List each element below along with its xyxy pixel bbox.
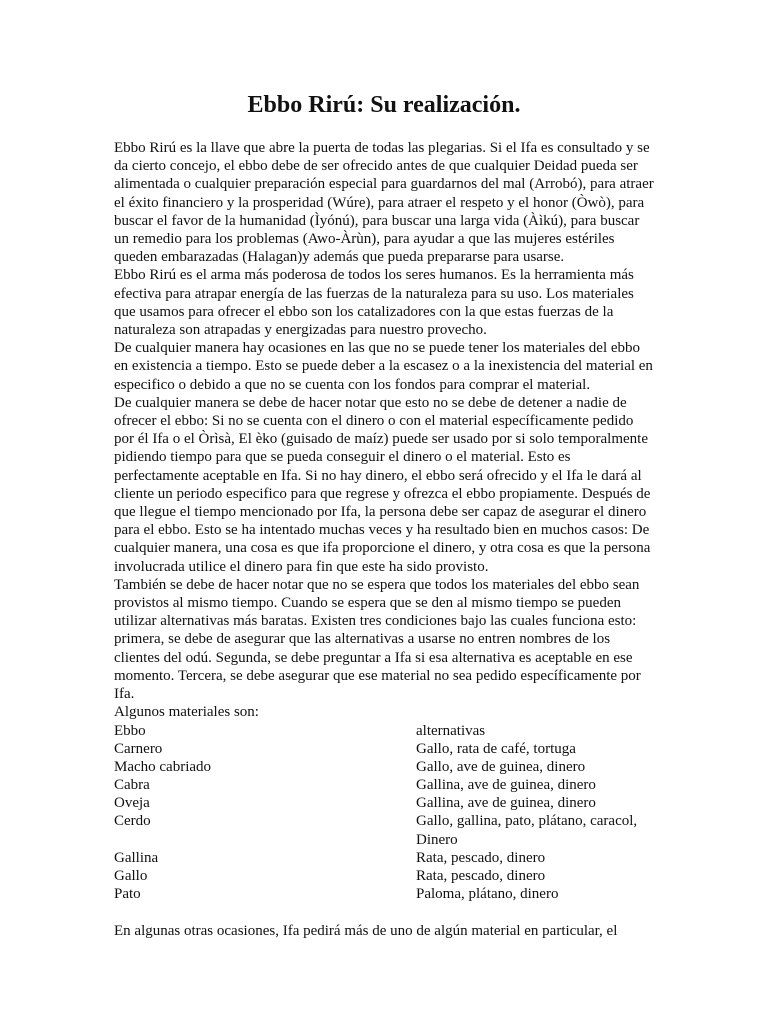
- material-name: Pato: [114, 886, 141, 903]
- material-name: Cerdo: [114, 813, 151, 830]
- materials-header-row: [114, 722, 654, 740]
- materials-intro: Algunos materiales son:: [114, 704, 259, 721]
- material-row: [114, 740, 654, 758]
- material-row: [114, 794, 654, 812]
- paragraph-3: De cualquier manera hay ocasiones en las que no se puede tener los materiales del ebbo en existencia a tiempo. Esto se puede deber a la escasez o a la inexistencia del material en especifico o debido a que no se cuenta con los fondos para comprar el material.: [114, 340, 653, 393]
- page-title: Ebbo Rirú: Su realización.: [247, 92, 521, 118]
- material-name: Gallo: [114, 868, 148, 885]
- material-row: [114, 758, 654, 776]
- material-row: [114, 885, 654, 903]
- material-alternatives: Rata, pescado, dinero: [416, 868, 546, 885]
- document-body: [114, 139, 654, 940]
- material-row: [114, 812, 654, 848]
- material-row: [114, 849, 654, 867]
- paragraph-2: Ebbo Rirú es el arma más poderosa de todos los seres humanos. Es la herramienta más efectiva para atrapar energía de las fuerzas de la naturaleza para su uso. Los materiales que usamos para ofrecer el ebbo son los catalizadores con la que estas fuerzas de la naturaleza son atrapadas y energizadas para nuestro provecho.: [114, 267, 634, 339]
- paragraph-5: También se debe de hacer notar que no se espera que todos los materiales del ebbo sean provistos al mismo tiempo. Cuando se espera que se den al mismo tiempo se pueden utilizar alternativas más baratas. Existen tres condiciones bajo las cuales funciona esto: primera, se debe de asegurar que las alternativas a usarse no entren nombres de los clientes del odú. Segunda, se debe preguntar a Ifa si esa alternativa es aceptable en ese momento. Tercera, se debe asegurar que ese material no sea pedido específicamente por Ifa.: [114, 576, 641, 703]
- material-name: Gallina: [114, 849, 159, 866]
- material-name: Carnero: [114, 740, 163, 757]
- material-alternatives: Gallo, rata de café, tortuga: [416, 740, 576, 757]
- blank-line: [114, 903, 654, 921]
- closing-paragraph: En algunas otras ocasiones, Ifa pedirá más de uno de algún material en particular, el: [114, 922, 618, 939]
- paragraph-4: De cualquier manera se debe de hacer notar que esto no se debe de detener a nadie de ofrecer el ebbo: Si no se cuenta con el dinero o con el material específicamente pedido por él Ifa o el Òrìsà, El èko (guisado de maíz) puede ser usado por si solo temporalmente pidiendo tiempo para que se pueda conseguir el dinero o el material. Esto es perfectamente aceptable en Ifa. Si no hay dinero, el ebbo será ofrecido y el Ifa le dará al cliente un periodo especifico para que regrese y ofrezca el ebbo propiamente. Después de que llegue el tiempo mencionado por Ifa, la persona debe ser capaz de asegurar el dinero para el ebbo. Esto se ha intentado muchas veces y ha resultado bien en muchos casos: De cualquier manera, una cosa es que ifa proporcione el dinero, y otra cosa es que la persona involucrada utilice el dinero para fin que este ha sido provisto.: [114, 394, 651, 575]
- paragraph-1: Ebbo Rirú es la llave que abre la puerta de todas las plegarias. Si el Ifa es consultado y se da cierto concejo, el ebbo debe de ser ofrecido antes de que cualquier Deidad pueda ser alimentada o cualquier preparación especial para guardarnos del mal (Arrobó), para atraer el éxito financiero y la prosperidad (Wúre), para atraer el respeto y el honor (Òwò), para buscar el favor de la humanidad (Ìyónú), para buscar una larga vida (Àìkú), para buscar un remedio para los problemas (Awo-Àrùn), para ayudar a que las mujeres estériles queden embarazadas (Halagan)y además que pueda prepararse para usarse.: [114, 140, 654, 266]
- material-alternatives: Gallina, ave de guinea, dinero: [416, 795, 596, 812]
- material-row: [114, 776, 654, 794]
- material-alternatives: Rata, pescado, dinero: [416, 849, 546, 866]
- materials-header-name: Ebbo: [114, 722, 146, 739]
- material-name: Oveja: [114, 795, 150, 812]
- material-row: [114, 867, 654, 885]
- material-alternatives: Gallo, ave de guinea, dinero: [416, 758, 586, 775]
- material-alternatives: Gallina, ave de guinea, dinero: [416, 777, 596, 794]
- materials-header-alt: alternativas: [416, 722, 486, 739]
- material-name: Cabra: [114, 777, 150, 794]
- material-name: Macho cabriado: [114, 758, 212, 775]
- material-alternatives: Gallo, gallina, pato, plátano, caracol, Dinero: [416, 813, 638, 848]
- material-alternatives: Paloma, plátano, dinero: [416, 886, 559, 903]
